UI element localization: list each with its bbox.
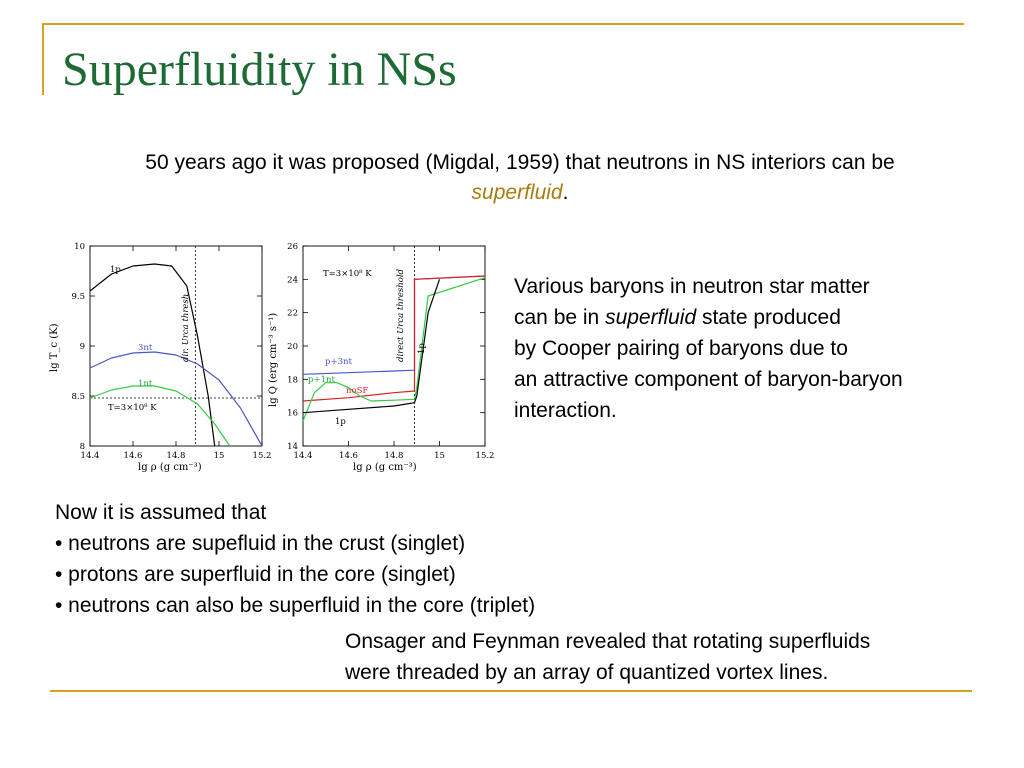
left-rule [42,23,44,95]
tick-group [287,242,494,461]
slide-title: Superfluidity in NSs [62,43,457,96]
label-nosf: noSF [346,386,369,396]
x-axis-label: lg ρ (g cm⁻³) [353,462,417,473]
vortex-text [345,626,1005,688]
label-1nt: 1nt [138,379,153,389]
para1-line-1: Various baryons in neutron star matter [514,275,870,298]
y-tick-label: 14 [287,442,298,452]
label-p1nt: p+1nt [308,375,335,385]
list-item: • neutrons are supefluid in the crust (singlet) [55,532,466,555]
y-tick-label: 10 [74,242,85,252]
chart-frame [90,246,262,446]
x-tick-label: 14.4 [293,451,313,461]
y-tick-label: 20 [287,342,298,352]
y-axis-label: lg Q (erg cm⁻³ s⁻¹) [268,312,279,407]
y-tick-label: 9 [79,342,85,352]
x-tick-label: 15 [213,451,225,461]
temperature-annotation: T=3×10⁸ K [108,403,157,413]
label-1p-low: 1p [335,417,346,427]
intro-line-2 [40,178,1000,208]
emissivity-chart [263,232,495,482]
y-tick-label: 18 [287,375,298,386]
y-tick-label: 8.5 [71,392,85,402]
threshold-label: direct Urca threshold [396,269,406,362]
x-tick-label: 15.2 [252,451,272,461]
intro-text [40,148,1000,208]
series-line-1nt [90,386,230,446]
x-axis-label: lg ρ (g cm⁻³) [138,462,202,473]
temperature-annotation: T=3×10⁸ K [323,269,372,279]
label-p3nt: p+3nt [325,357,352,367]
bottom-rule [50,690,972,692]
intro-line-1: 50 years ago it was proposed (Migdal, 1959) that neutrons in NS interiors can be [145,151,895,174]
threshold-label: dir. Urca thresh [181,293,191,362]
y-tick-label: 22 [287,308,298,319]
para1-line-2-post: state produced [696,306,841,329]
list-item: • protons are superfluid in the core (singlet) [55,563,456,586]
para3-line-2: were threaded by an array of quantized vortex lines. [345,661,829,684]
y-tick-label: 9.5 [71,292,85,302]
label-1p-high: 1p [417,343,427,354]
y-tick-label: 24 [287,275,298,286]
para3-line-1: Onsager and Feynman revealed that rotating superfluids [345,630,871,653]
series-group [90,246,262,446]
assumptions-intro: Now it is assumed that [55,501,267,524]
x-tick-label: 14.8 [166,451,186,461]
y-tick-label: 26 [287,242,298,252]
assumptions-list [55,497,755,621]
top-rule [42,23,964,25]
baryon-pairing-text [514,271,1004,426]
intro-period: . [562,181,569,204]
para1-line-2-pre: can be in [514,306,606,329]
y-axis-label: lg T_c (K) [49,323,60,372]
list-item: • neutrons can also be superfluid in the core (triplet) [55,594,536,617]
x-tick-label: 14.8 [384,451,404,461]
plot-border [90,246,262,446]
series-line-1p [90,264,215,446]
x-tick-label: 15 [434,451,445,461]
x-tick-label: 15.2 [475,451,495,461]
label-3nt: 3nt [138,343,153,353]
x-tick-label: 14.6 [339,451,358,461]
para1-line-3: by Cooper pairing of baryons due to [514,337,848,360]
series-line-3nt [90,352,262,446]
para1-line-2 [514,302,1004,333]
tick-group [71,242,271,461]
critical-temperature-chart [48,232,280,482]
y-tick-label: 8 [79,442,85,452]
x-tick-label: 14.6 [123,451,143,461]
x-tick-label: 14.4 [80,451,100,461]
para1-line-5: interaction. [514,399,617,422]
para1-emphasis: superfluid [605,306,697,329]
y-tick-label: 16 [287,408,298,419]
para1-line-4: an attractive component of baryon-baryon [514,368,903,391]
label-1p: 1p [110,265,121,275]
intro-emphasis: superfluid [471,181,563,204]
